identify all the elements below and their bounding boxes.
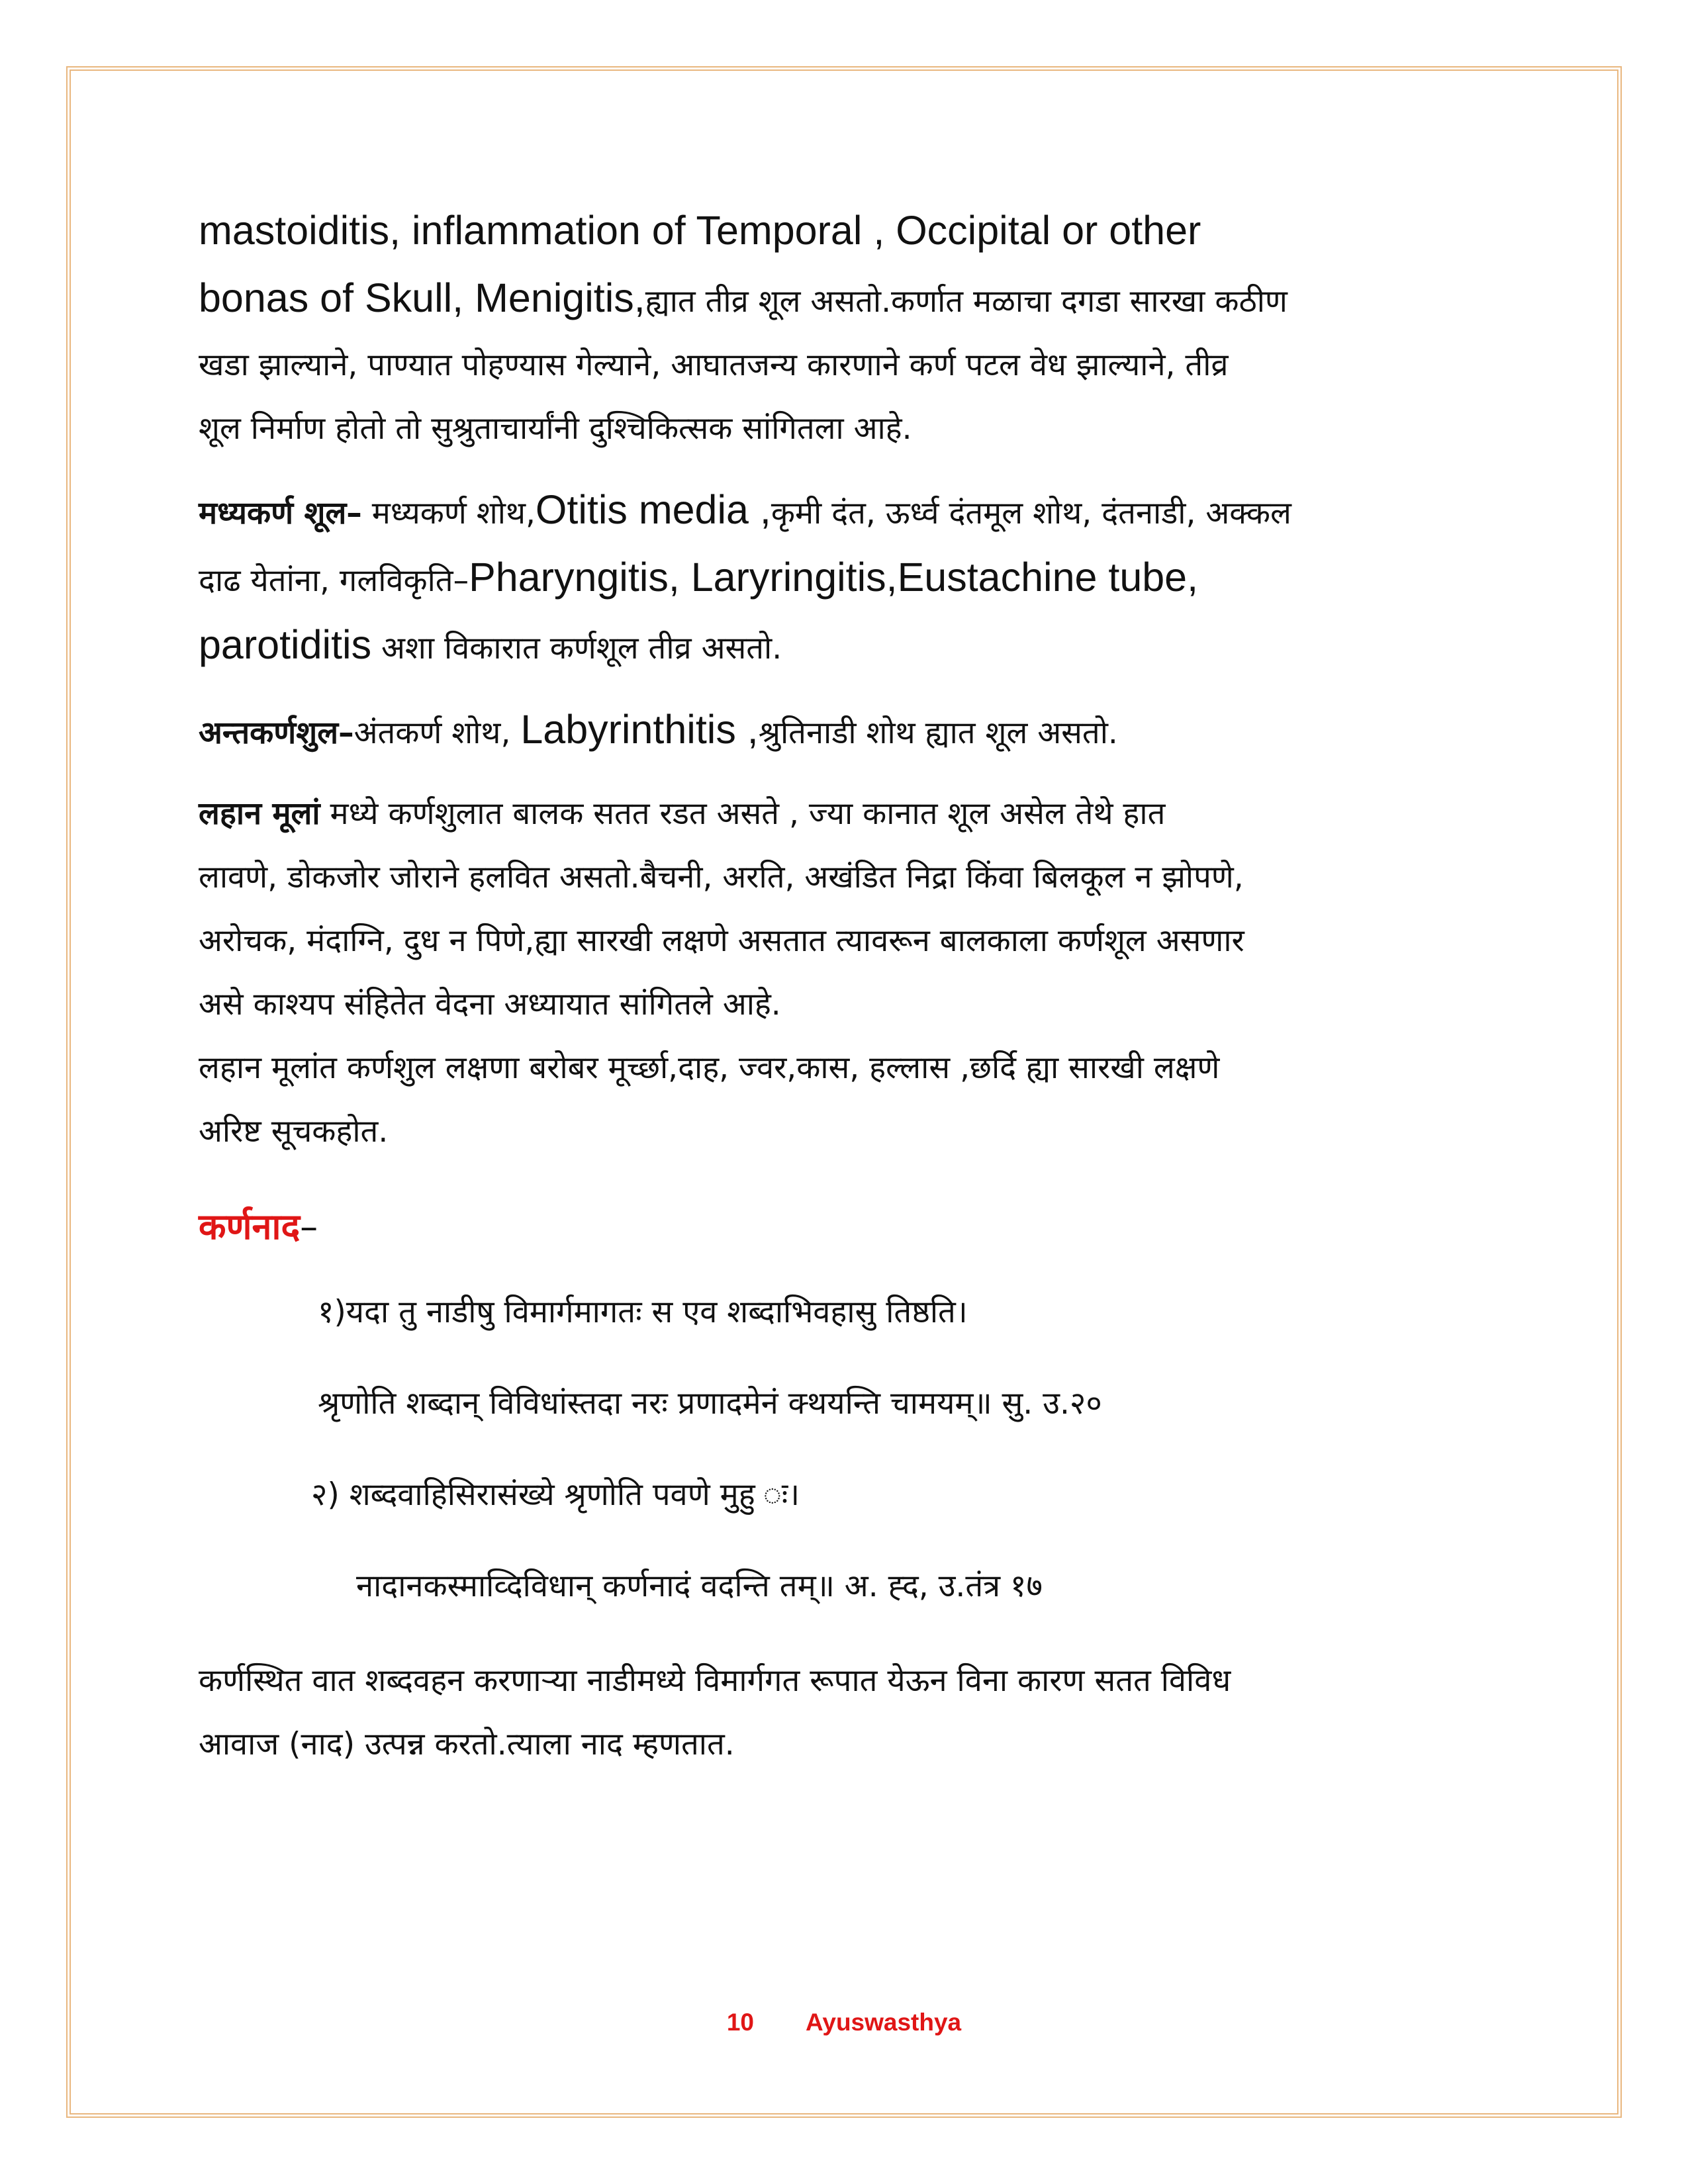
paragraph-karnanad-explanation — [199, 1649, 1496, 1776]
publication-name: Ayuswasthya — [806, 2009, 962, 2036]
text-en: parotiditis — [199, 622, 372, 667]
text-line — [199, 782, 1496, 846]
paragraph-causes — [199, 199, 1496, 461]
verse-line: नादानकस्माव्दिविधान् कर्णनादं वदन्ति तम्॥ अ. ह्द, उ.तंत्र १७ — [356, 1568, 1043, 1604]
text-en: bonas of Skull, Menigitis, — [199, 275, 645, 320]
paragraph-antakarna-shool — [199, 698, 1496, 765]
text-line — [199, 545, 1496, 613]
text-mr: मध्ये कर्णशुलात बालक सतत रडत असते , ज्या कानात शूल असेल तेथे हात — [320, 796, 1166, 832]
text-line: कर्णस्थित वात शब्दवहन करणाऱ्या नाडीमध्ये विमार्गगत रूपात येऊन विना कारण सतत विविध — [199, 1662, 1231, 1699]
verse-block — [199, 1267, 1496, 1632]
text-mr: अशा विकारात कर्णशूल तीव्र असतो. — [371, 630, 782, 666]
document-body — [199, 199, 1496, 1776]
section-heading-karnanad — [199, 1187, 1496, 1267]
verse-line: १)यदा तु नाडीषु विमार्गमागतः स एव शब्दाभिवहासु तिष्ठति। — [318, 1294, 968, 1330]
text-line: अरिष्ट सूचकहोत. — [199, 1113, 389, 1150]
text-line — [199, 478, 1496, 545]
text-line: अरोचक, मंदाग्नि, दुध न पिणे,ह्या सारखी लक्षणे असतात त्यावरून बालकाला कर्णशूल असणार — [199, 923, 1244, 959]
text-line: आवाज (नाद) उत्पन्न करतो.त्याला नाद म्हणतात. — [199, 1726, 735, 1762]
text-line — [199, 613, 1496, 680]
term-lahan-mula: लहान मूलां — [199, 796, 320, 832]
term-antakarna-shool: अन्तकर्णशुल– — [199, 715, 354, 751]
term-madhyakarna-shool: मध्यकर्ण शूल– — [199, 495, 362, 531]
text-line: असे काश्यप संहितेत वेदना अध्यायात सांगितले आहे. — [199, 986, 781, 1023]
text-line — [199, 266, 1496, 334]
text-mr: ह्यात तीव्र शूल असतो.कर्णात मळाचा दगडा सारखा कठीण — [645, 283, 1288, 320]
text-line: लहान मूलांत कर्णशुल लक्षणा बरोबर मूर्च्छा,दाह, ज्वर,कास, हल्लास ,छर्दि ह्या सारखी लक्षणे — [199, 1050, 1220, 1086]
text-mr: श्रुतिनाडी शोथ ह्यात शूल असतो. — [758, 715, 1118, 751]
paragraph-madhyakarna-shool — [199, 478, 1496, 680]
text-mr: अंतकर्ण शोथ, — [353, 715, 521, 751]
text-en: Otitis media , — [535, 487, 771, 532]
verse-line: श्रृणोति शब्दान् विविधांस्तदा नरः प्रणादमेनं क्थयन्ति चामयम्॥ सु. उ.२० — [318, 1385, 1102, 1422]
text-line — [199, 199, 1496, 266]
text-en: Labyrinthitis , — [520, 707, 759, 752]
heading-text: कर्णनाद — [199, 1206, 301, 1248]
text-en: mastoiditis, inflammation of Temporal , Occipital or other — [199, 208, 1201, 253]
page-number: 10 — [726, 2009, 755, 2036]
heading-dash: – — [300, 1206, 318, 1248]
paragraph-children — [199, 782, 1496, 1163]
text-line: खडा झाल्याने, पाण्यात पोहण्यास गेल्याने, आघातजन्य कारणाने कर्ण पटल वेध झाल्याने, तीव्र — [199, 347, 1229, 383]
text-mr: मध्यकर्ण शोथ, — [361, 495, 536, 531]
text-line: लावणे, डोकजोर जोराने हलवित असतो.बैचनी, अरति, अखंडित निद्रा किंवा बिलकूल न झोपणे, — [199, 859, 1244, 895]
text-mr: दाढ येतांना, गलविकृति– — [199, 563, 469, 599]
text-line: शूल निर्माण होतो तो सुश्रुताचार्यांनी दुश्चिकित्सक सांगितला आहे. — [199, 410, 912, 447]
text-mr: कृमी दंत, ऊर्ध्व दंतमूल शोथ, दंतनाडी, अक्कल — [771, 495, 1291, 531]
page-footer — [0, 2009, 1688, 2036]
text-en: Pharyngitis, Laryringitis,Eustachine tube, — [469, 555, 1199, 600]
verse-line: २) शब्दवाहिसिरासंख्ये श्रृणोति पवणे मुहु ः। — [311, 1477, 800, 1513]
text-line — [199, 698, 1496, 765]
